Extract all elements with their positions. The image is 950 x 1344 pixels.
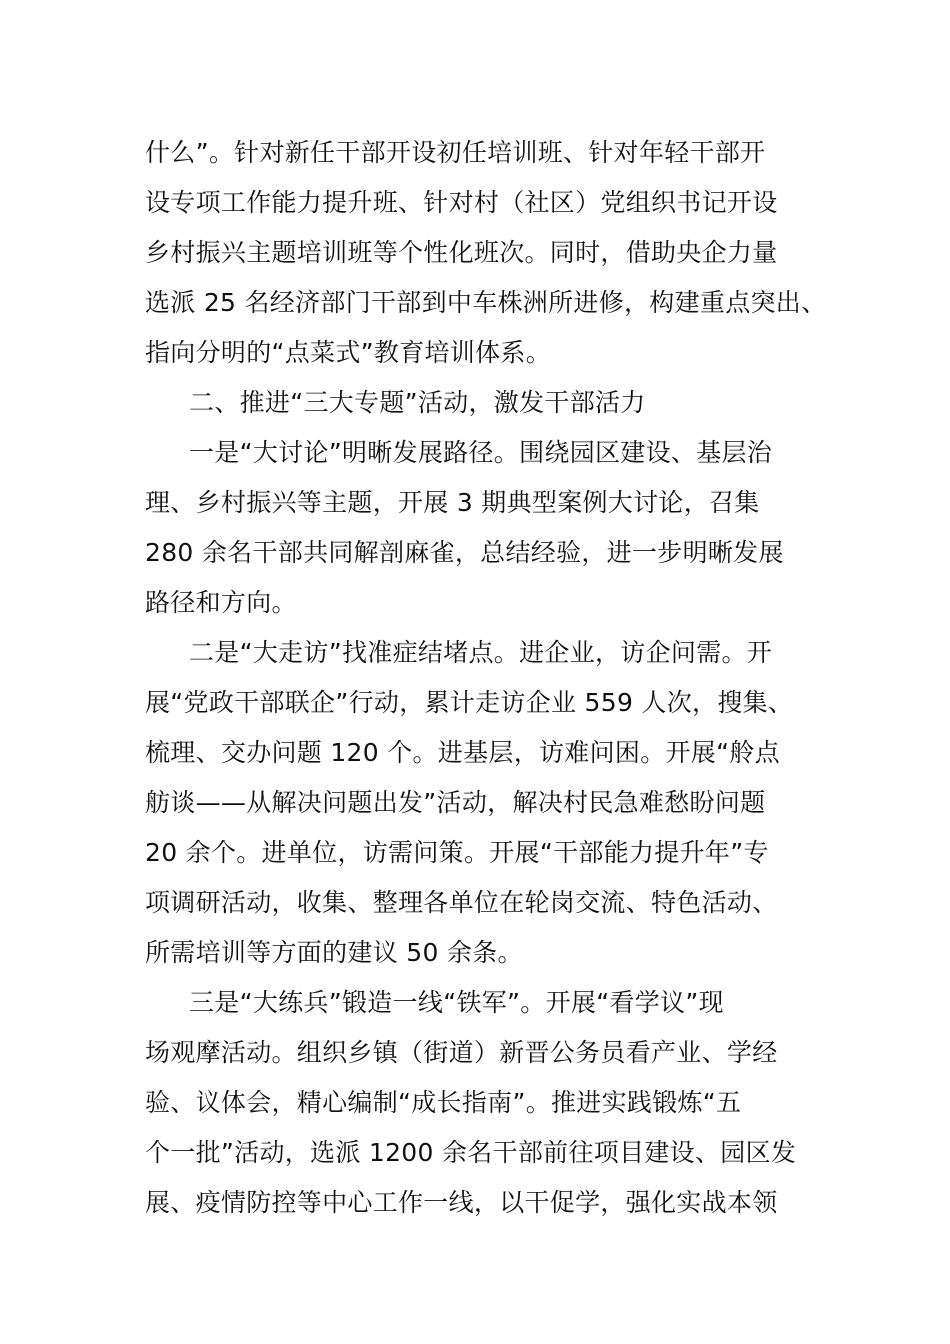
text-line: 验、议体会，精心编制“成长指南”。推进实践锻炼“五: [145, 1088, 742, 1117]
text-line: 乡村振兴主题培训班等个性化班次。同时，借助央企力量: [145, 238, 778, 267]
text-line: 场观摩活动。组织乡镇（街道）新晋公务员看产业、学经: [145, 1038, 778, 1067]
text-line: 梳理、交办问题 120 个。进基层，访难问困。开展“舲点: [145, 738, 780, 767]
text-line: 展“党政干部联企”行动，累计走访企业 559 人次，搜集、: [145, 688, 794, 717]
text-line: 设专项工作能力提升班、针对村（社区）党组织书记开设: [145, 188, 778, 217]
text-line: 个一批”活动，选派 1200 余名干部前往项目建设、园区发: [145, 1138, 797, 1167]
text-line: 理、乡村振兴等主题，开展 3 期典型案例大讨论，召集: [145, 488, 760, 517]
text-line: 所需培训等方面的建议 50 余条。: [145, 938, 523, 967]
text-line: 什么”。针对新任干部开设初任培训班、针对年轻干部开: [145, 138, 766, 167]
text-line: 选派 25 名经济部门干部到中车株洲所进修，构建重点突出、: [145, 288, 827, 317]
document-body: [145, 128, 827, 1228]
text-line: 三是“大练兵”锻造一线“铁军”。开展“看学议”现: [189, 988, 724, 1017]
text-line: 20 余个。进单位，访需问策。开展“干部能力提升年”专: [145, 838, 769, 867]
text-line: 280 余名干部共同解剖麻雀，总结经验，进一步明晰发展: [145, 538, 784, 567]
text-line: 项调研活动，收集、整理各单位在轮岗交流、特色活动、: [145, 888, 778, 917]
text-line: 指向分明的“点菜式”教育培训体系。: [145, 338, 552, 367]
text-line: 舫谈——从解决问题出发”活动，解决村民急难愁盼问题: [145, 788, 766, 817]
text-line: 展、疫情防控等中心工作一线，以干促学，强化实战本领: [145, 1188, 778, 1217]
text-line: 路径和方向。: [145, 588, 297, 617]
text-line: 二是“大走访”找准症结堵点。进企业，访企问需。开: [189, 638, 773, 667]
section-heading: 二、推进“三大专题”活动，激发干部活力: [189, 388, 646, 417]
text-line: 一是“大讨论”明晰发展路径。围绕园区建设、基层治: [189, 438, 773, 467]
